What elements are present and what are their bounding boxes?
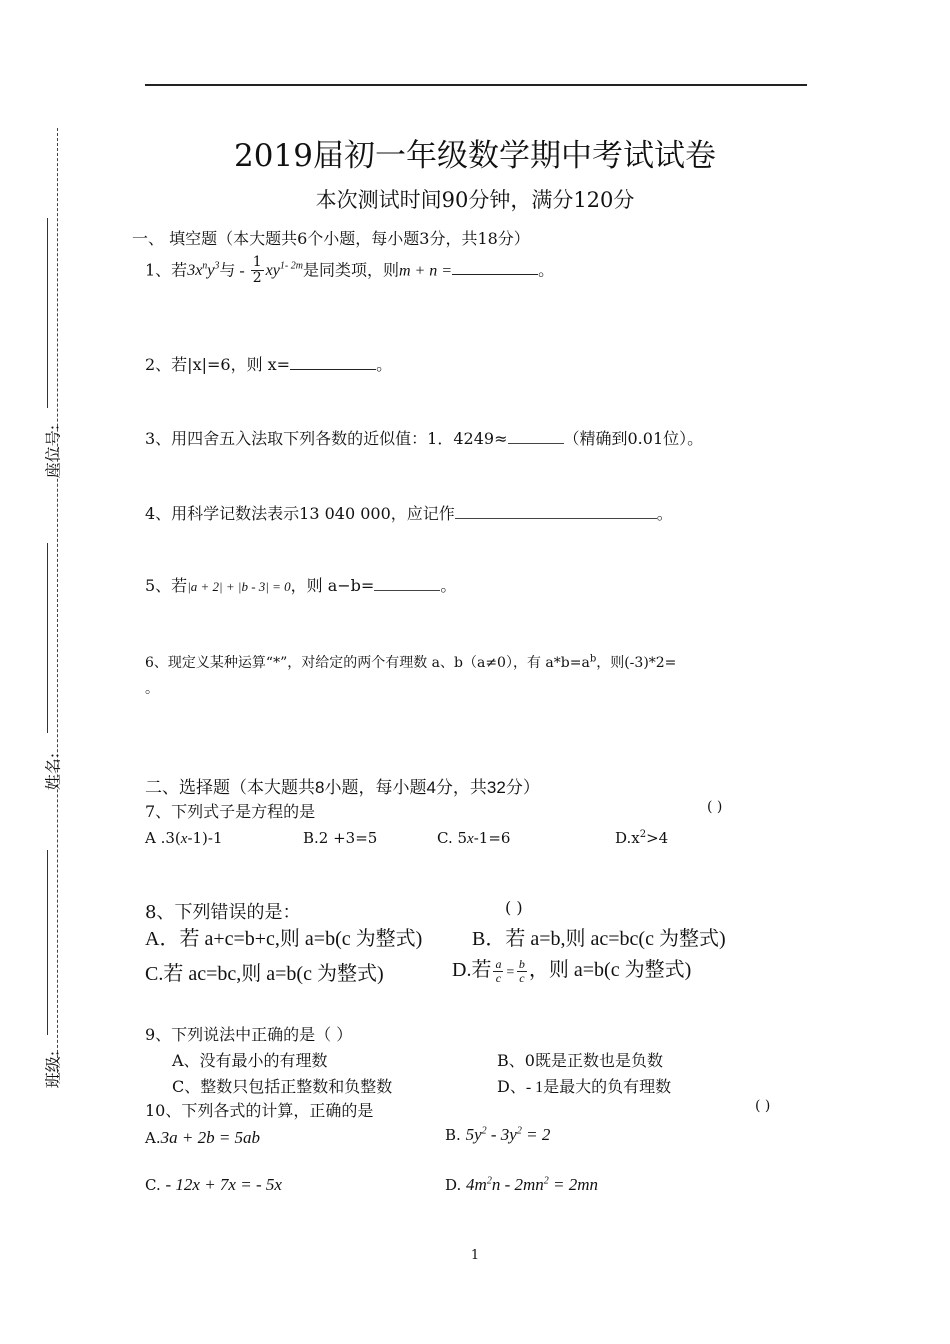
- page-title: 2019届初一年级数学期中考试试卷: [234, 138, 716, 174]
- question-8-paren: ( ): [505, 898, 523, 917]
- top-rule: [145, 84, 807, 86]
- answer-blank-4[interactable]: [455, 517, 657, 519]
- answer-blank-5[interactable]: [374, 589, 440, 591]
- question-7-stem: 7、下列式子是方程的是: [145, 802, 316, 821]
- question-7-option-a[interactable]: A .3(x-1)-1: [145, 829, 223, 847]
- question-8-option-d[interactable]: D.若 $\frac{a}{c}$ = $\frac{b}{c}$ ，则 a=b(c 为整式): [452, 956, 692, 985]
- answer-blank-1[interactable]: [452, 273, 538, 275]
- question-10-option-d[interactable]: D. $4m^2n - 2mn^2 = 2mn$: [445, 1175, 599, 1194]
- question-3: 3、用四舍五入法取下列各数的近似值：1．4249≈ （精确到0.01位）。: [145, 429, 704, 448]
- answer-blank-3[interactable]: [508, 442, 564, 444]
- question-10-option-b[interactable]: B. $5y^2 - 3y^2 = 2$: [445, 1125, 551, 1144]
- question-8-option-b[interactable]: B．若 a=b,则 ac=bc(c 为整式): [472, 928, 726, 950]
- seat-line: [47, 218, 48, 408]
- question-5: 5、若|a + 2| + |b - 3| = 0，则 a−b= 。: [145, 576, 457, 595]
- question-2: 2、若|x|=6，则 x= 。: [145, 355, 393, 374]
- question-10-paren: ( ): [755, 1098, 771, 1114]
- question-10-stem: 10、下列各式的计算，正确的是: [145, 1101, 374, 1120]
- question-9-stem: 9、下列说法中正确的是（ ）: [145, 1025, 353, 1044]
- section1-heading: 一、 填空题（本大题共6个小题，每小题3分，共18分）: [132, 229, 530, 248]
- section2-heading: 二、选择题（本大题共8小题，每小题4分，共32分）: [145, 778, 540, 797]
- question-9-option-c[interactable]: C、整数只包括正整数和负整数: [172, 1077, 393, 1096]
- seat-label: 座位号:: [43, 424, 63, 479]
- question-10-option-c[interactable]: C. - 12x + 7x = - 5x: [145, 1175, 282, 1194]
- question-6: 6、现定义某种运算“*”，对给定的两个有理数 a、b（a≠0），有 $a*b=a^b$，则(-3)*2=: [145, 653, 677, 671]
- question-7-option-c[interactable]: C. 5x-1=6: [437, 829, 511, 847]
- question-4: 4、用科学记数法表示13 040 000，应记作 。: [145, 504, 673, 523]
- class-label: 班级:: [43, 1050, 63, 1089]
- question-9-option-a[interactable]: A、没有最小的有理数: [172, 1051, 328, 1070]
- question-6-line2: 。: [145, 681, 159, 697]
- question-9-option-d[interactable]: D、- 1是最大的负有理数: [497, 1077, 672, 1096]
- binding-dashed-line: [57, 128, 58, 1083]
- question-8-option-a[interactable]: A．若 a+c=b+c,则 a=b(c 为整式): [145, 928, 423, 950]
- class-line: [47, 850, 48, 1035]
- question-10-option-a[interactable]: A.3a + 2b = 5ab: [145, 1128, 261, 1147]
- question-8-option-c[interactable]: C.若 ac=bc,则 a=b(c 为整式): [145, 963, 384, 985]
- page-subtitle: 本次测试时间90分钟，满分120分: [315, 188, 635, 212]
- question-9-option-b[interactable]: B、0既是正数也是负数: [497, 1051, 663, 1070]
- page-number: 1: [470, 1248, 480, 1263]
- question-8-stem: 8、下列错误的是：: [145, 902, 301, 923]
- question-7-option-b[interactable]: B.2 +3=5: [303, 829, 378, 847]
- name-line: [47, 543, 48, 733]
- question-1: 1、若$3x^ny^3$与 - $\frac{1}{2}$ $xy^{1- 2m}$是同类项，则m + n = 。: [145, 254, 555, 287]
- answer-blank-2[interactable]: [290, 368, 376, 370]
- question-7-option-d[interactable]: $D.x^2>4$: [615, 829, 669, 847]
- question-7-paren: ( ): [707, 799, 723, 815]
- name-label: 姓名:: [43, 752, 63, 791]
